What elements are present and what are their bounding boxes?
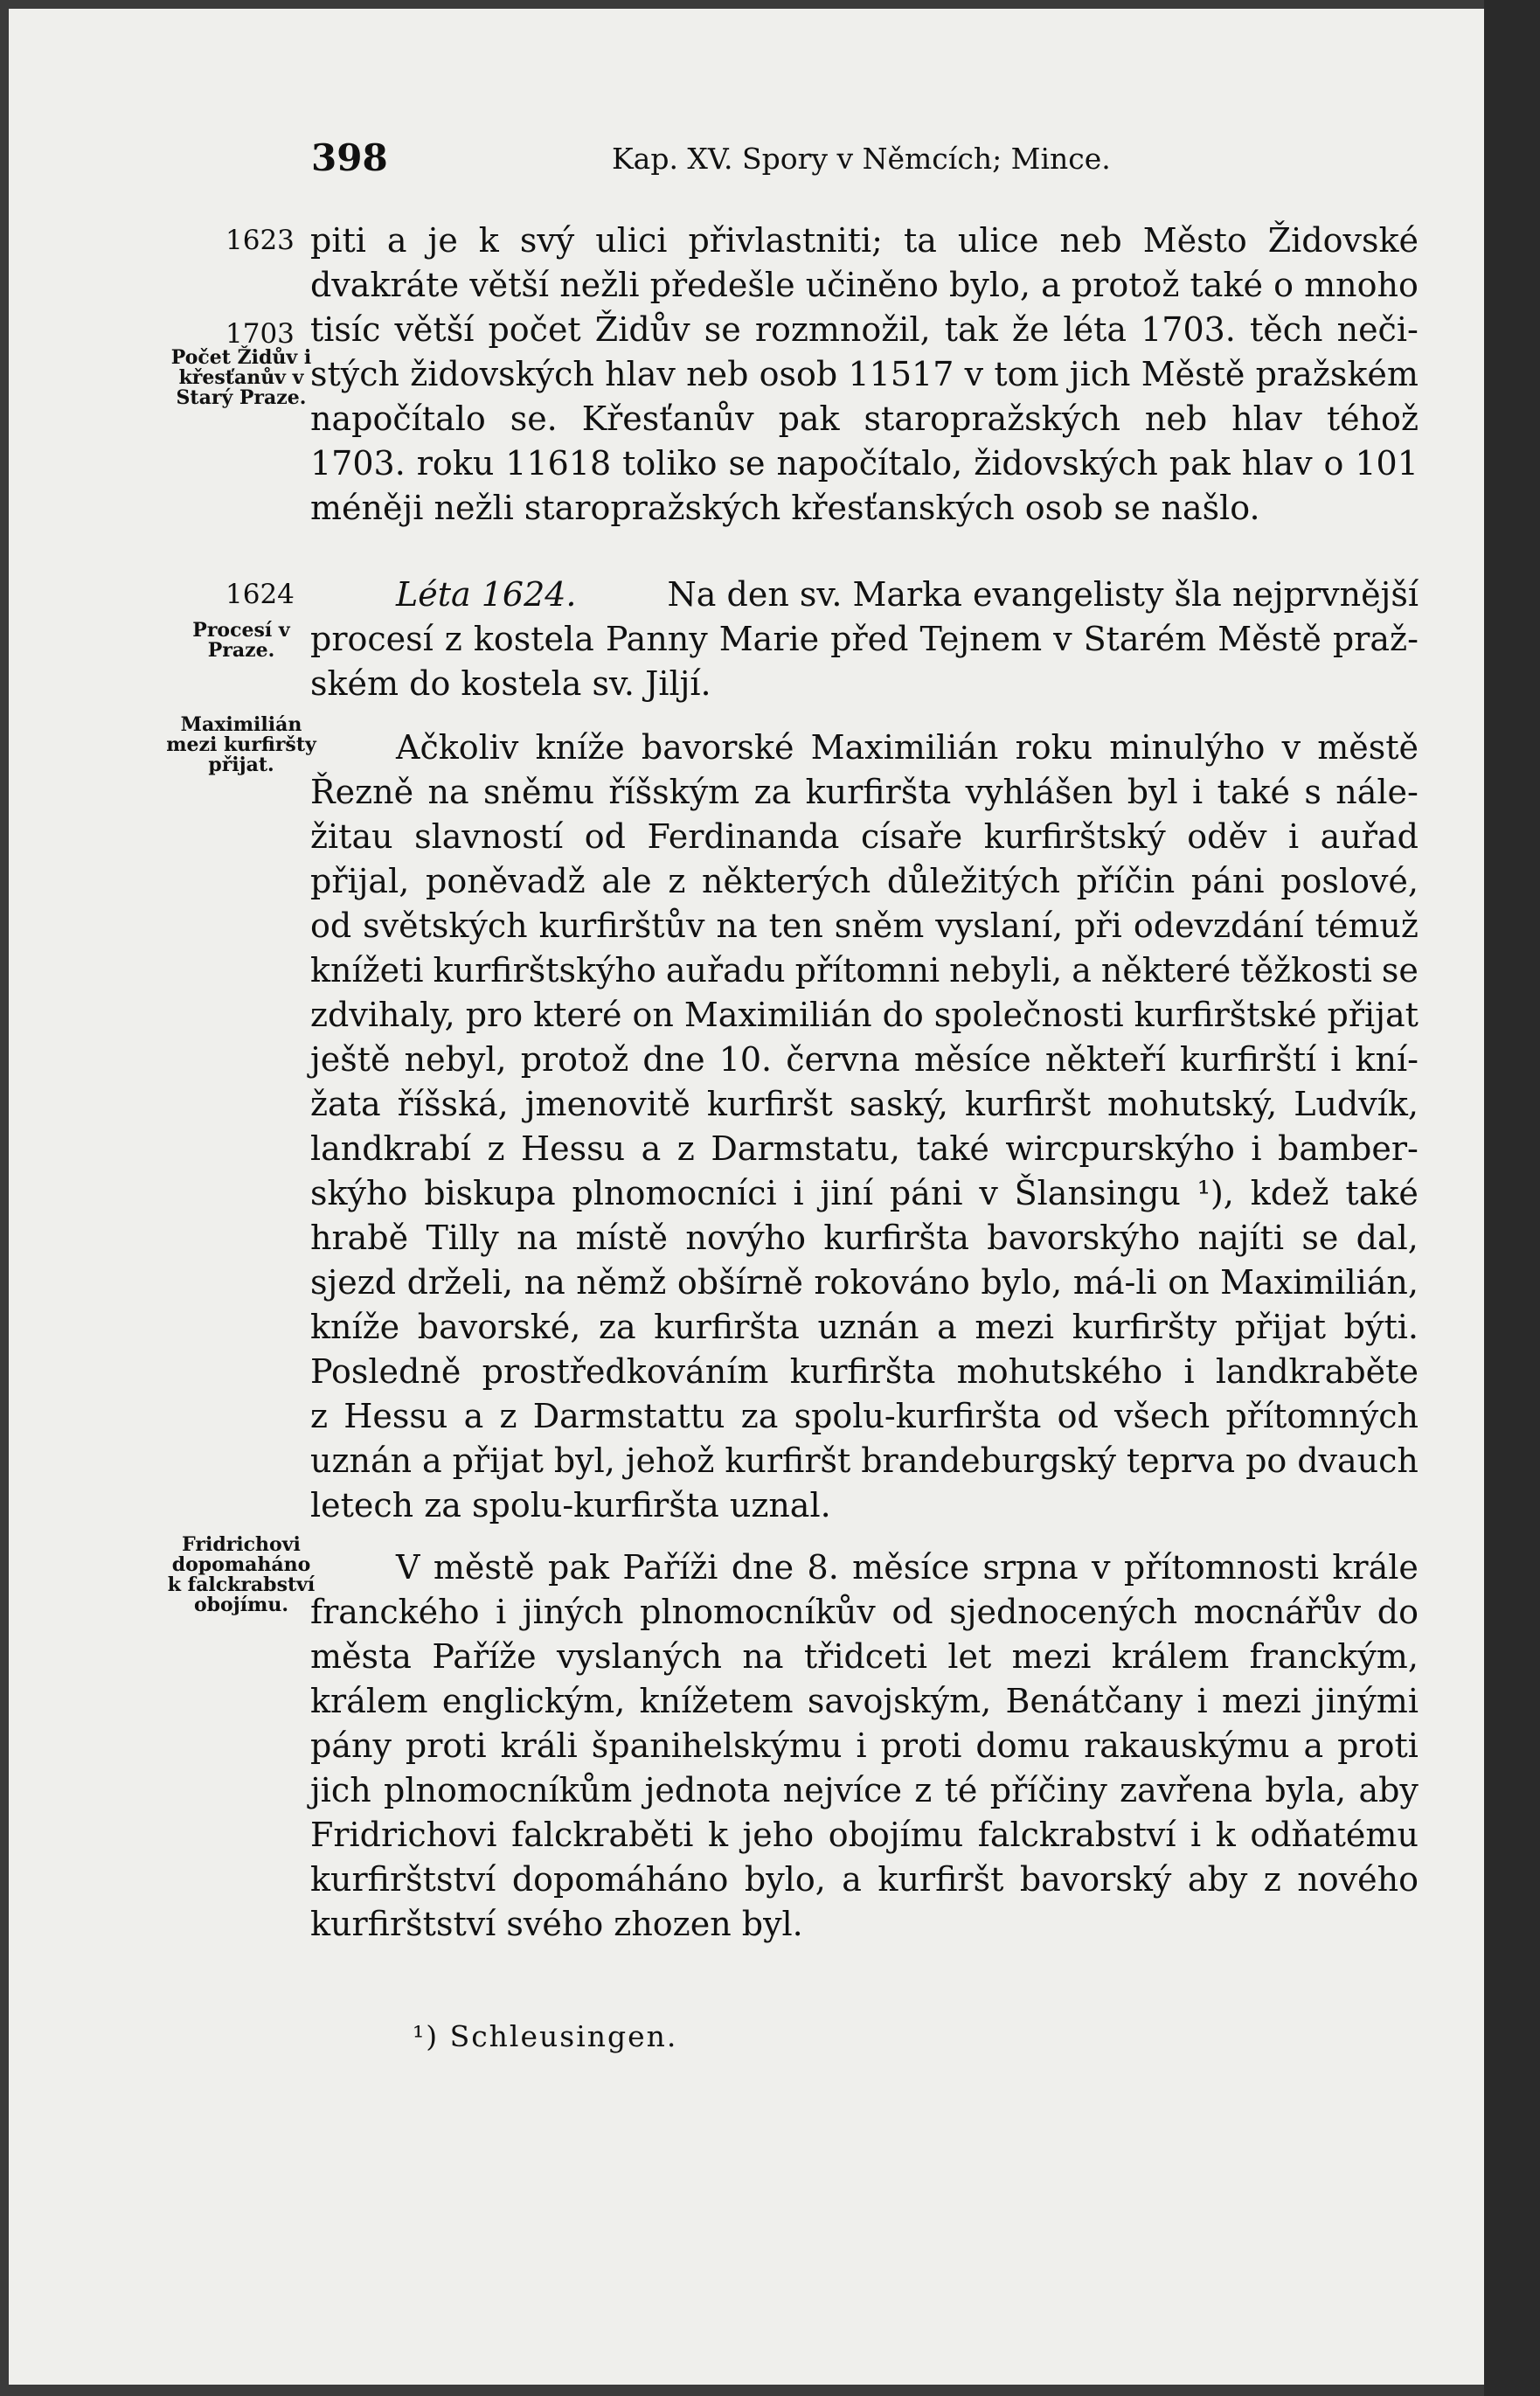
scan-edge [1484, 0, 1540, 2396]
margin-year-1703: 1703 [225, 318, 295, 350]
margin-year-1623: 1623 [225, 225, 295, 256]
text-line: Posledně prostředkováním kurfiršta mohutského i landkraběte [310, 1352, 1419, 1391]
side-note-pocet: Počet Židův i křesťanův v Starý Praze. [170, 346, 312, 409]
side-note-maximilian: Maximilián mezi kurfiršty přijat. [166, 713, 316, 776]
text-line: zdvihaly, pro které on Maximilián do společnosti kurfirštské přijat [310, 996, 1419, 1034]
text-line: tisíc větší počet Židův se rozmnožil, tak že léta 1703. těch neči- [310, 310, 1419, 349]
text-line: Fridrichovi falckraběti k jeho obojímu falckrabství i k odňatému [310, 1816, 1419, 1854]
text-line: králem englickým, knížetem savojským, Benátčany i mezi jinými [310, 1682, 1419, 1720]
side-note-fridrich: Fridrichovi dopomaháno k falckrabství obojímu. [167, 1533, 316, 1616]
running-title: Kap. XV. Spory v Němcích; Mince. [612, 142, 1111, 176]
text-line: uznán a přijat byl, jehož kurfiršt brandeburgský teprva po dvauch [310, 1441, 1419, 1480]
text-line: z Hessu a z Darmstattu za spolu-kurfiršta od všech přítomných [310, 1397, 1419, 1435]
text-line: přijal, poněvadž ale z některých důležitých příčin páni poslové, [310, 862, 1419, 900]
text-line: města Paříže vyslaných na třidceti let mezi králem franckým, [310, 1637, 1419, 1676]
text-line: kníže bavorské, za kurfiršta uznán a mezi kurfiršty přijat býti. [310, 1308, 1419, 1346]
text-line: piti a je k svý ulici přivlastniti; ta ulice neb Město Židovské [310, 221, 1419, 260]
text-line: skýho biskupa plnomocníci i jiní páni v Šlansingu ¹), kdež také [310, 1174, 1419, 1212]
text-line: landkrabí z Hessu a z Darmstatu, také wircpurskýho i bamber- [310, 1129, 1419, 1168]
text-line: ském do kostela sv. Jiljí. [310, 664, 711, 703]
text-line: pány proti králi španihelskýmu i proti domu rakauskýmu a proti [310, 1726, 1419, 1765]
text-line: žata říšská, jmenovitě kurfiršt saský, kurfiršt mohutský, Ludvík, [310, 1085, 1419, 1123]
text-line: knížeti kurfirštskýho auřadu přítomni nebyli, a některé těžkosti se [310, 951, 1419, 990]
paragraph-3 [310, 726, 1419, 1528]
text-line: žitau slavností od Ferdinanda císaře kurfirštský oděv i auřad [310, 817, 1419, 856]
text-line: Řezně na sněmu říšským za kurfiršta vyhlášen byl i také s nále- [310, 773, 1419, 811]
text-line: letech za spolu-kurfiršta uznal. [310, 1486, 831, 1524]
text-line: V městě pak Paříži dne 8. měsíce srpna v přítomnosti krále [396, 1548, 1419, 1587]
text-line: Léta 1624. Na den sv. Marka evangelisty šla nejprvnější [396, 575, 1419, 614]
paragraph-4 [310, 1545, 1419, 1947]
text-line: ještě nebyl, protož dne 10. června měsíce někteří kurfirští i kní- [310, 1040, 1419, 1079]
paragraph-2 [310, 573, 1419, 706]
text-line: hrabě Tilly na místě novýho kurfiršta bavorskýho najíti se dal, [310, 1219, 1419, 1257]
text-line: napočítalo se. Křesťanův pak staropražských neb hlav téhož [310, 399, 1419, 438]
margin-year-1624: 1624 [225, 579, 295, 610]
side-note-procesi: Procesí v Praze. [192, 619, 290, 662]
text-line: procesí z kostela Panny Marie před Tejnem v Starém Městě praž- [310, 620, 1419, 658]
text-line: 1703. roku 11618 toliko se napočítalo, židovských pak hlav o 101 [310, 444, 1419, 483]
text-line: franckého i jiných plnomocníkův od sjednocených mocnářův do [310, 1593, 1419, 1631]
text-line: dvakráte větší nežli předešle učiněno bylo, a protož také o mnoho [310, 266, 1419, 304]
text-line: sjezd drželi, na němž obšírně rokováno bylo, má-li on Maximilián, [310, 1263, 1419, 1302]
text-line: Ačkoliv kníže bavorské Maximilián roku minulýho v městě [396, 728, 1419, 767]
text-line: kurfirštství dopomáháno bylo, a kurfiršt bavorský aby z nového [310, 1860, 1419, 1899]
text-line: jich plnomocníkům jednota nejvíce z té příčiny zavřena byla, aby [310, 1771, 1419, 1809]
footnote: ¹) Schleusingen. [413, 2019, 678, 2053]
text-line: stých židovských hlav neb osob 11517 v tom jich Městě pražském [310, 355, 1419, 393]
page-number: 398 [311, 136, 388, 179]
book-page [9, 9, 1484, 2385]
text-line: méněji nežli staropražských křesťanských osob se našlo. [310, 489, 1260, 527]
text-line: od světských kurfirštův na ten sněm vyslaní, při odevzdání témuž [310, 906, 1419, 945]
year-lead: Léta 1624. [396, 575, 577, 614]
text-line: kurfirštství svého zhozen byl. [310, 1905, 803, 1943]
paragraph-1 [310, 219, 1419, 531]
